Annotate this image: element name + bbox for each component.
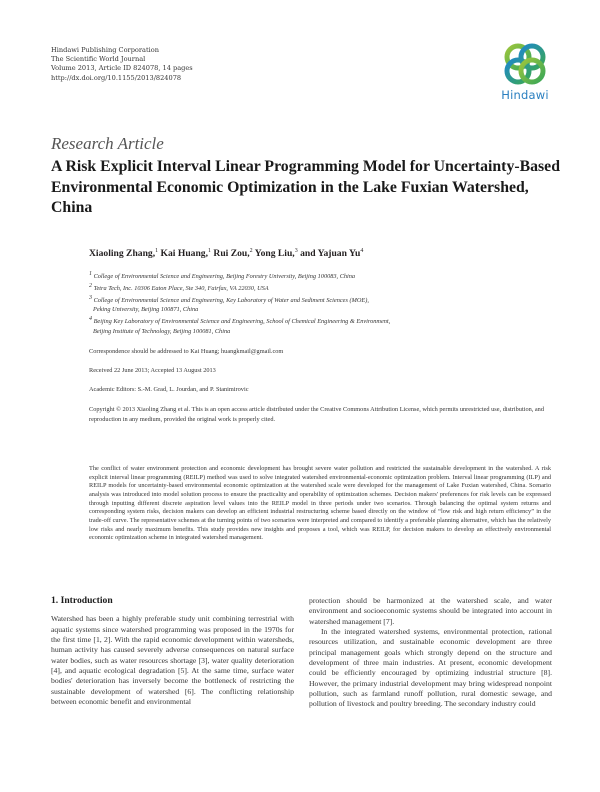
left-column xyxy=(51,596,294,707)
author: Rui Zou,$^2$ xyxy=(213,248,253,260)
article-title: A Risk Explicit Interval Linear Programming Model for Uncertainty-Based Environmental Economic Optimization in the Lake Fuxian Watershed, China xyxy=(51,158,560,216)
body-paragraph: protection should be harmonized at the watershed scale, and water environment and socioeconomic systems should be integrated into account in watershed management [7]. xyxy=(309,596,552,626)
hindawi-logo-icon xyxy=(502,42,548,86)
author: and Yajuan Yu$^4$ xyxy=(300,248,364,260)
abstract: The conflict of water environment protection and economic development has brought severe water pollution and restricted the sustainable development in the watershed. A risk explicit interval linear programming (REILP) method was used to solve integrated watershed environmental-economic optimization problem. Interval linear programming (ILP) and REILP models for uncertainty-based environmental economic optimization at the watershed scale were developed for the management of Lake Fuxian watershed, China. Scenario analysis was introduced into model solution process to ensure the practicality and operability of optimization schemes. Decision makers' preferences for risk levels can be expressed through inputting different discrete aspiration level values into the REILP model in three periods under two scenarios. Through balancing the optimal system returns and corresponding system risks, decision makers can develop an efficient industrial restructuring scheme based directly on the window of “low risk and high return efficiency” in the trade-off curve. The representative schemes at the turning points of two scenarios were interpreted and compared to identify a preferable planning alternative, which has the relatively low risks and nearly maximum benefits. This study provides new insights and proposes a tool, which was REILP, for decision makers to develop an effectively environmental economic optimization scheme in integrated watershed management. xyxy=(89,465,551,542)
body-paragraph: Watershed has been a highly preferable study unit combining terrestrial with aquatic systems since watershed programming was proposed in the 1970s for the first time [1, 2]. With the rapid economic development within watersheds, human activity has caused severely adverse consequences on natural surface water bodies, such as water resources shortage [3], water quality deterioration [4], and aquatic ecological degradation [5]. At the same time, surface water bodies' deterioration has inversely become the bottleneck of restricting the sustainable development of watershed [6]. The conflicting relationship between economic benefit and environmental xyxy=(51,614,294,707)
affiliation: $^2$ Tetra Tech, Inc. 10306 Eaton Place, Ste 340, Fairfax, VA 22030, USA xyxy=(89,282,269,292)
section-heading: 1. Introduction xyxy=(51,595,113,606)
affiliations xyxy=(89,270,559,337)
right-column xyxy=(309,596,552,710)
journal-name: The Scientific World Journal xyxy=(51,55,146,64)
publisher-name: Hindawi Publishing Corporation xyxy=(51,46,159,54)
author: Yong Liu,$^3$ xyxy=(254,248,298,260)
affiliation: $^4$ Beijing Key Laboratory of Environmental Science and Engineering, School of Chemical Engineering & Environment, Beijing Institute of Technology, Beijing 100081, China xyxy=(89,316,391,335)
author-list xyxy=(89,248,363,259)
volume-info: Volume 2013, Article ID 824078, 14 pages xyxy=(51,64,193,73)
hindawi-logo-text: Hindawi xyxy=(501,88,549,102)
affiliation: $^3$ College of Environmental Science and Engineering, Key Laboratory of Water and Sediment Sciences (MOE), Peking University, Beijing 100871, China xyxy=(89,294,369,314)
received-accepted-dates: Received 22 June 2013; Accepted 13 August 2013 xyxy=(89,367,216,374)
hindawi-logo xyxy=(498,42,552,102)
doi-link[interactable]: http://dx.doi.org/10.1155/2013/824078 xyxy=(51,73,182,82)
author: Kai Huang,$^1$ xyxy=(160,248,211,260)
body-paragraph: In the integrated watershed systems, environmental protection, rational resources utilization, and sustainable economic development are three principal management goals which strongly depend on the structure and development of three main industries. At present, economic development could be efficiently encouraged by optimizing industrial structure [8]. However, the primary industrial development may bring widespread nonpoint pollution, such as farmland runoff pollution, rural domestic sewage, and pollution of livestock and poultry breeding. The secondary industry could xyxy=(309,627,552,709)
author: Xiaoling Zhang,$^1$ xyxy=(89,248,159,260)
publication-info xyxy=(51,46,193,83)
article-type: Research Article xyxy=(51,134,164,153)
copyright-notice: Copyright © 2013 Xiaoling Zhang et al. This is an open access article distributed under the Creative Commons Attribution License, which permits unrestricted use, distribution, and reproduction in any medium, provided the original work is properly cited. xyxy=(89,406,544,423)
affiliation: $^1$ College of Environmental Science and Engineering, Beijing Forestry University, Beijing 100083, China xyxy=(89,271,356,281)
academic-editors: Academic Editors: S.-M. Grad, L. Jourdan, and P. Stanimirovic xyxy=(89,386,249,393)
correspondence: Correspondence should be addressed to Kai Huang; huangkmail@gmail.com xyxy=(89,348,284,355)
